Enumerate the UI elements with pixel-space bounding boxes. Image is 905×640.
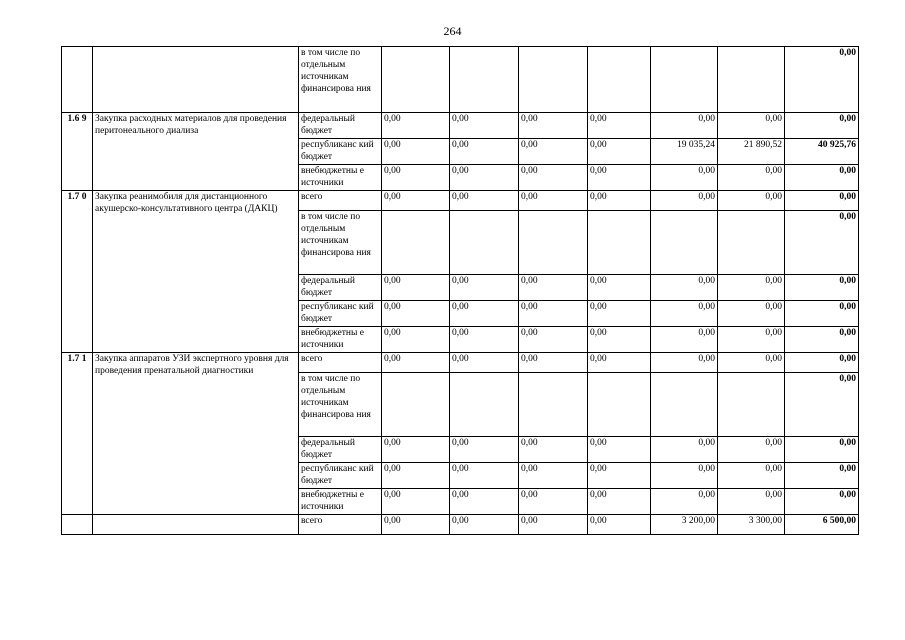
value-cell: 0,00 bbox=[450, 139, 519, 165]
value-cell: 0,00 bbox=[718, 275, 785, 301]
value-cell: 0,00 bbox=[382, 437, 450, 463]
budget-table bbox=[61, 46, 859, 535]
value-cell: 0,00 bbox=[718, 489, 785, 515]
value-cell: 0,00 bbox=[588, 463, 651, 489]
value-cell: 0,00 bbox=[519, 437, 588, 463]
item-code-cell bbox=[62, 47, 93, 113]
total-cell: 0,00 bbox=[785, 489, 859, 515]
value-cell: 0,00 bbox=[450, 113, 519, 139]
value-cell: 0,00 bbox=[382, 301, 450, 327]
value-cell bbox=[718, 373, 785, 437]
source-cell: в том числе по отдельным источникам финансирова ния bbox=[299, 47, 382, 113]
value-cell: 0,00 bbox=[651, 463, 718, 489]
value-cell: 0,00 bbox=[588, 327, 651, 353]
item-name-cell: Закупка аппаратов УЗИ экспертного уровня для проведения пренатальной диагностики bbox=[93, 353, 299, 515]
source-cell: всего bbox=[299, 353, 382, 373]
value-cell: 0,00 bbox=[588, 139, 651, 165]
source-cell: внебюджетны е источники bbox=[299, 165, 382, 191]
source-cell: в том числе по отдельным источникам финансирова ния bbox=[299, 211, 382, 275]
item-name-cell: Закупка реанимобиля для дистанционного акушерско-консультативного центра (ДАКЦ) bbox=[93, 191, 299, 353]
value-cell bbox=[382, 211, 450, 275]
value-cell: 0,00 bbox=[382, 353, 450, 373]
value-cell: 0,00 bbox=[519, 191, 588, 211]
value-cell: 0,00 bbox=[588, 489, 651, 515]
source-cell: республиканс кий бюджет bbox=[299, 139, 382, 165]
total-cell: 0,00 bbox=[785, 113, 859, 139]
total-cell: 0,00 bbox=[785, 463, 859, 489]
value-cell: 0,00 bbox=[588, 113, 651, 139]
value-cell: 3 200,00 bbox=[651, 515, 718, 535]
value-cell: 0,00 bbox=[519, 301, 588, 327]
value-cell: 0,00 bbox=[651, 301, 718, 327]
source-cell: республиканс кий бюджет bbox=[299, 463, 382, 489]
value-cell: 0,00 bbox=[718, 165, 785, 191]
value-cell bbox=[382, 47, 450, 113]
value-cell: 0,00 bbox=[450, 515, 519, 535]
total-cell: 0,00 bbox=[785, 165, 859, 191]
value-cell: 0,00 bbox=[651, 191, 718, 211]
total-cell: 0,00 bbox=[785, 47, 859, 113]
value-cell: 0,00 bbox=[588, 191, 651, 211]
value-cell: 0,00 bbox=[450, 463, 519, 489]
value-cell bbox=[519, 47, 588, 113]
value-cell: 0,00 bbox=[718, 301, 785, 327]
total-cell: 40 925,76 bbox=[785, 139, 859, 165]
value-cell: 0,00 bbox=[450, 191, 519, 211]
value-cell: 0,00 bbox=[450, 327, 519, 353]
value-cell: 0,00 bbox=[519, 515, 588, 535]
value-cell bbox=[519, 211, 588, 275]
value-cell: 0,00 bbox=[382, 515, 450, 535]
value-cell: 0,00 bbox=[519, 139, 588, 165]
source-cell: в том числе по отдельным источникам финансирова ния bbox=[299, 373, 382, 437]
value-cell: 0,00 bbox=[382, 165, 450, 191]
value-cell: 0,00 bbox=[718, 327, 785, 353]
value-cell: 0,00 bbox=[588, 437, 651, 463]
total-cell: 0,00 bbox=[785, 191, 859, 211]
source-cell: федеральный бюджет bbox=[299, 437, 382, 463]
table-row bbox=[62, 515, 859, 535]
value-cell: 21 890,52 bbox=[718, 139, 785, 165]
table-row bbox=[62, 113, 859, 139]
value-cell: 0,00 bbox=[651, 113, 718, 139]
value-cell bbox=[382, 373, 450, 437]
value-cell: 0,00 bbox=[450, 353, 519, 373]
value-cell bbox=[450, 47, 519, 113]
source-cell: всего bbox=[299, 515, 382, 535]
source-cell: республиканс кий бюджет bbox=[299, 301, 382, 327]
item-name-cell bbox=[93, 515, 299, 535]
source-cell: внебюджетны е источники bbox=[299, 489, 382, 515]
value-cell: 0,00 bbox=[519, 489, 588, 515]
source-cell: внебюджетны е источники bbox=[299, 327, 382, 353]
value-cell: 0,00 bbox=[588, 301, 651, 327]
item-name-cell: Закупка расходных материалов для проведения перитонеального диализа bbox=[93, 113, 299, 191]
value-cell: 0,00 bbox=[651, 489, 718, 515]
value-cell: 0,00 bbox=[588, 275, 651, 301]
value-cell: 0,00 bbox=[718, 191, 785, 211]
value-cell: 0,00 bbox=[588, 515, 651, 535]
total-cell: 6 500,00 bbox=[785, 515, 859, 535]
page-number: 264 bbox=[443, 24, 462, 38]
value-cell: 0,00 bbox=[718, 463, 785, 489]
value-cell: 0,00 bbox=[519, 353, 588, 373]
value-cell: 0,00 bbox=[450, 275, 519, 301]
value-cell: 19 035,24 bbox=[651, 139, 718, 165]
total-cell: 0,00 bbox=[785, 327, 859, 353]
value-cell: 0,00 bbox=[382, 275, 450, 301]
total-cell: 0,00 bbox=[785, 373, 859, 437]
total-cell: 0,00 bbox=[785, 437, 859, 463]
value-cell bbox=[651, 211, 718, 275]
value-cell: 0,00 bbox=[519, 463, 588, 489]
value-cell: 0,00 bbox=[651, 275, 718, 301]
value-cell: 3 300,00 bbox=[718, 515, 785, 535]
value-cell: 0,00 bbox=[450, 165, 519, 191]
item-name-cell bbox=[93, 47, 299, 113]
value-cell: 0,00 bbox=[718, 113, 785, 139]
value-cell bbox=[588, 211, 651, 275]
value-cell: 0,00 bbox=[718, 353, 785, 373]
value-cell: 0,00 bbox=[382, 139, 450, 165]
value-cell: 0,00 bbox=[450, 437, 519, 463]
total-cell: 0,00 bbox=[785, 301, 859, 327]
item-code-cell: 1.7 1 bbox=[62, 353, 93, 515]
value-cell: 0,00 bbox=[651, 327, 718, 353]
value-cell: 0,00 bbox=[382, 191, 450, 211]
value-cell: 0,00 bbox=[450, 301, 519, 327]
value-cell: 0,00 bbox=[382, 489, 450, 515]
value-cell bbox=[450, 373, 519, 437]
value-cell: 0,00 bbox=[382, 113, 450, 139]
value-cell: 0,00 bbox=[588, 353, 651, 373]
value-cell bbox=[651, 47, 718, 113]
value-cell bbox=[718, 211, 785, 275]
value-cell: 0,00 bbox=[382, 327, 450, 353]
value-cell bbox=[519, 373, 588, 437]
value-cell: 0,00 bbox=[651, 437, 718, 463]
value-cell: 0,00 bbox=[718, 437, 785, 463]
total-cell: 0,00 bbox=[785, 353, 859, 373]
source-cell: всего bbox=[299, 191, 382, 211]
value-cell bbox=[718, 47, 785, 113]
value-cell: 0,00 bbox=[519, 113, 588, 139]
item-code-cell: 1.6 9 bbox=[62, 113, 93, 191]
value-cell: 0,00 bbox=[651, 165, 718, 191]
value-cell: 0,00 bbox=[651, 353, 718, 373]
total-cell: 0,00 bbox=[785, 275, 859, 301]
table-row bbox=[62, 191, 859, 211]
source-cell: федеральный бюджет bbox=[299, 113, 382, 139]
source-cell: федеральный бюджет bbox=[299, 275, 382, 301]
value-cell bbox=[588, 47, 651, 113]
table-row bbox=[62, 47, 859, 113]
value-cell bbox=[450, 211, 519, 275]
value-cell bbox=[588, 373, 651, 437]
value-cell: 0,00 bbox=[382, 463, 450, 489]
item-code-cell bbox=[62, 515, 93, 535]
value-cell bbox=[651, 373, 718, 437]
total-cell: 0,00 bbox=[785, 211, 859, 275]
value-cell: 0,00 bbox=[588, 165, 651, 191]
value-cell: 0,00 bbox=[450, 489, 519, 515]
value-cell: 0,00 bbox=[519, 275, 588, 301]
item-code-cell: 1.7 0 bbox=[62, 191, 93, 353]
value-cell: 0,00 bbox=[519, 165, 588, 191]
value-cell: 0,00 bbox=[519, 327, 588, 353]
table-row bbox=[62, 353, 859, 373]
